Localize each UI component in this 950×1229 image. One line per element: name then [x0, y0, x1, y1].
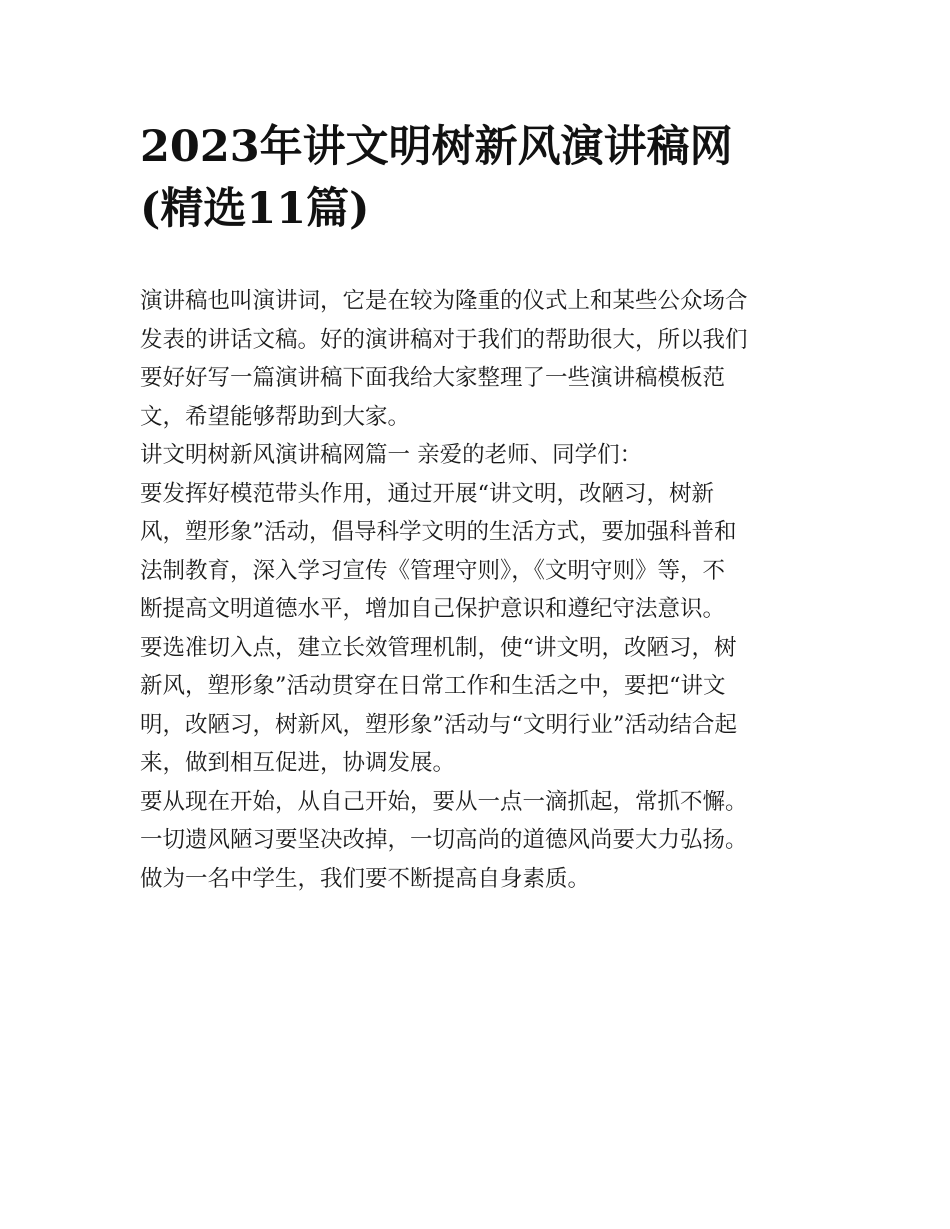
- body-paragraph: [140, 475, 820, 629]
- document-body: [140, 282, 820, 898]
- text-line: 明，改陋习，树新风，塑形象”活动与“文明行业”活动结合起: [140, 711, 738, 738]
- text-line: 要发挥好模范带头作用，通过开展“讲文明，改陋习，树新: [140, 480, 715, 507]
- section-heading-paragraph: [140, 436, 820, 475]
- text-line: 风，塑形象”活动，倡导科学文明的生活方式，要加强科普和: [140, 519, 737, 545]
- title-line: (精选11篇): [140, 184, 370, 234]
- text-line: 来，做到相互促进，协调发展。: [140, 750, 456, 776]
- intro-paragraph: [140, 282, 820, 436]
- text-line: 新风，塑形象”活动贯穿在日常工作和生活之中，要把“讲文: [140, 673, 726, 699]
- text-line: 一切遗风陋习要坚决改掉，一切高尚的道德风尚要大力弘扬。: [140, 827, 748, 853]
- title-line: 2023年讲文明树新风演讲稿网: [140, 122, 733, 172]
- text-line: 要选准切入点，建立长效管理机制，使“讲文明，改陋习，树: [140, 634, 737, 661]
- text-line: 法制教育，深入学习宣传《管理守则》，《文明守则》等，不: [140, 557, 726, 584]
- document-title: [140, 116, 820, 240]
- text-line: 演讲稿也叫演讲词，它是在较为隆重的仪式上和某些公众场合: [140, 288, 748, 314]
- text-line: 要从现在开始，从自己开始，要从一点一滴抓起，常抓不懈。: [140, 788, 748, 815]
- text-line: 要好好写一篇演讲稿下面我给大家整理了一些演讲稿模板范: [140, 365, 726, 391]
- body-paragraph: [140, 783, 820, 899]
- body-paragraph: [140, 629, 820, 783]
- text-line: 讲文明树新风演讲稿网篇一 亲爱的老师、同学们：: [140, 442, 643, 468]
- text-line: 做为一名中学生，我们要不断提高自身素质。: [140, 865, 591, 892]
- text-line: 断提高文明道德水平，增加自己保护意识和遵纪守法意识。: [140, 596, 726, 622]
- text-line: 发表的讲话文稿。好的演讲稿对于我们的帮助很大，所以我们: [140, 326, 748, 353]
- text-line: 文，希望能够帮助到大家。: [140, 403, 411, 430]
